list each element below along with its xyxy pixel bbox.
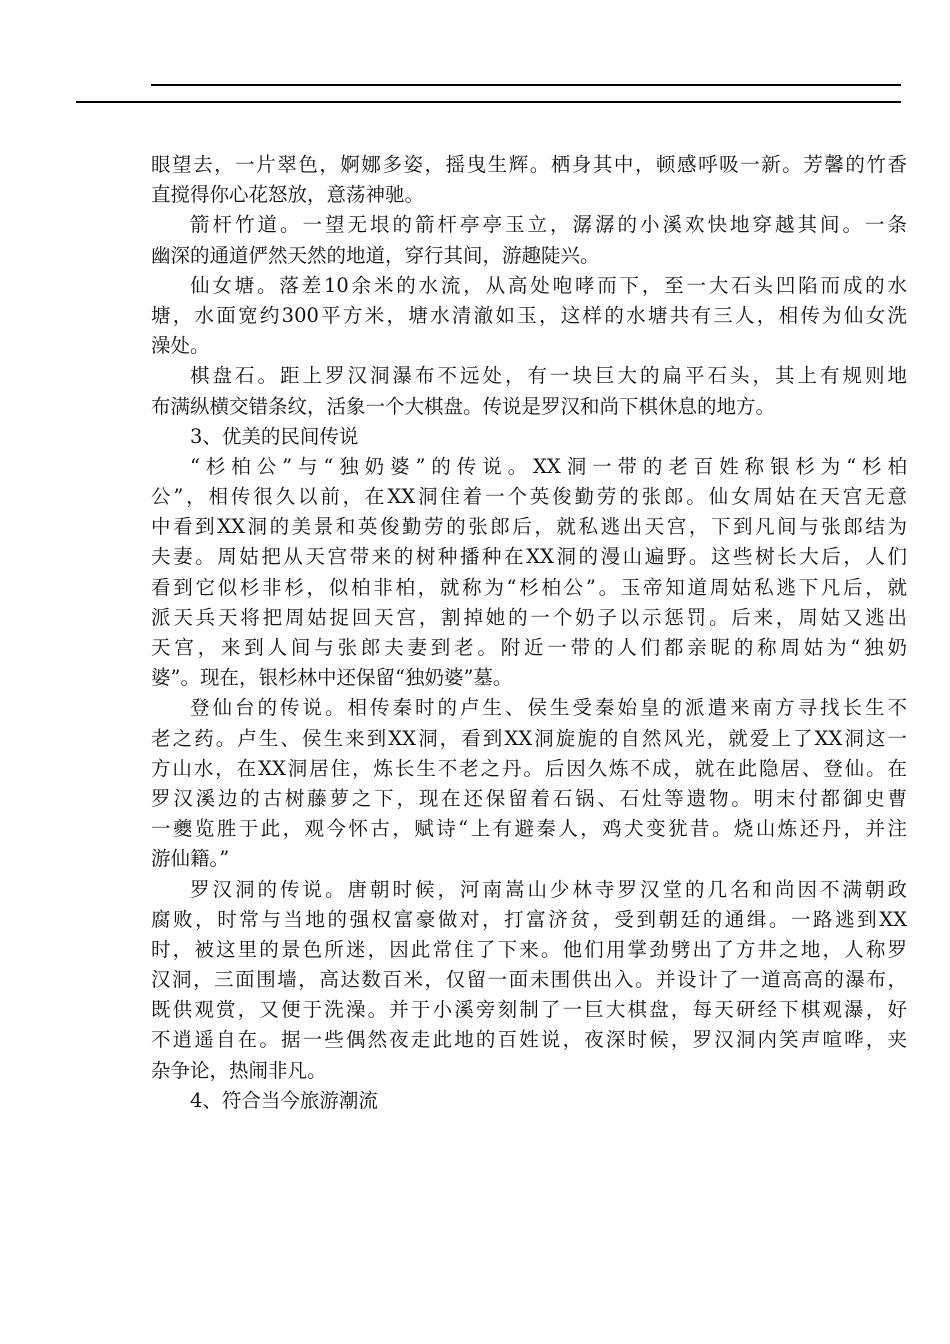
text-line: 登仙台的传说。相传秦时的卢生、侯生受秦始皇的派遣来南方寻找长生不 [190, 696, 907, 720]
text-line: 公”，相传很久以前，在XX洞住着一个英俊勤劳的张郎。仙女周姑在天宫无意 [151, 485, 907, 509]
text-line: “杉柏公”与“独奶婆”的传说。XX洞一带的老百姓称银杉为“杉柏 [190, 454, 907, 478]
text-line: 眼望去，一片翠色，婀娜多姿，摇曳生辉。栖身其中，顿感呼吸一新。芳馨的竹香 [151, 153, 907, 176]
header-rule-bottom [76, 101, 901, 103]
text-line: 不逍遥自在。据一些偶然夜走此地的百姓说，夜深时候，罗汉洞内笑声喧哗，夹 [151, 1028, 907, 1052]
text-line: 婆”。现在，银杉林中还保留“独奶婆”墓。 [151, 666, 513, 690]
text-line: 游仙籍。” [151, 847, 230, 871]
text-line: 4、符合当今旅游潮流 [190, 1088, 378, 1112]
text-line: 罗汉洞的传说。唐朝时候，河南嵩山少林寺罗汉堂的几名和尚因不满朝政 [190, 877, 907, 901]
text-line: 3、优美的民间传说 [190, 424, 359, 448]
text-line: 仙女塘。落差10余米的水流，从高处咆哮而下，至一大石头凹陷而成的水 [190, 273, 907, 297]
text-line: 澡处。 [151, 334, 210, 358]
text-line: 方山水，在XX洞居住，炼长生不老之丹。后因久炼不成，就在此隐居、登仙。在 [151, 756, 907, 780]
header-rule-top [151, 84, 901, 86]
document-body [151, 150, 907, 1116]
text-line: 直搅得你心花怒放，意荡神驰。 [151, 183, 425, 207]
text-line: 汉洞，三面围墙，高达数百米，仅留一面未围供出入。并设计了一道高高的瀑布， [151, 968, 907, 992]
text-line: 既供观赏，又便于洗澡。并于小溪旁刻制了一巨大棋盘，每天研经下棋观瀑，好 [151, 998, 907, 1022]
text-line: 幽深的通道俨然天然的地道，穿行其间，游趣陡兴。 [151, 243, 600, 267]
text-line: 箭杆竹道。一望无垠的箭杆亭亭玉立，潺潺的小溪欢快地穿越其间。一条 [190, 213, 907, 237]
text-line: 塘，水面宽约300平方米，塘水清澈如玉，这样的水塘共有三人，相传为仙女洗 [151, 303, 907, 327]
text-line: 杂争论，热闹非凡。 [151, 1058, 327, 1082]
text-line: 时，被这里的景色所迷，因此常住了下来。他们用掌劲劈出了方井之地，人称罗 [151, 937, 907, 961]
text-line: 中看到XX洞的美景和英俊勤劳的张郎后，就私逃出天宫，下到凡间与张郎结为 [151, 515, 907, 539]
text-line: 夫妻。周姑把从天宫带来的树种播种在XX洞的漫山遍野。这些树长大后，人们 [151, 545, 907, 569]
text-line: 棋盘石。距上罗汉洞瀑布不远处，有一块巨大的扁平石头，其上有规则地 [190, 364, 907, 388]
text-line: 老之药。卢生、侯生来到XX洞，看到XX洞旋旎的自然风光，就爱上了XX洞这一 [151, 726, 907, 750]
text-line: 布满纵横交错条纹，活象一个大棋盘。传说是罗汉和尚下棋休息的地方。 [151, 394, 776, 418]
text-line: 腐败，时常与当地的强权富豪做对，打富济贫，受到朝廷的通缉。一路逃到XX [151, 907, 907, 931]
text-line: 罗汉溪边的古树藤萝之下，现在还保留着石锅、石灶等遗物。明末付都御史曹 [151, 786, 907, 810]
text-line: 一夔览胜于此，观今怀古，赋诗“上有避秦人，鸡犬变犹昔。烧山炼还丹，并注 [151, 817, 907, 841]
text-line: 派天兵天将把周姑捉回天宫，割掉她的一个奶子以示惩罚。后来，周姑又逃出 [151, 605, 907, 629]
text-line: 天宫，来到人间与张郎夫妻到老。附近一带的人们都亲昵的称周姑为“独奶 [151, 636, 907, 659]
text-line: 看到它似杉非杉，似柏非柏，就称为“杉柏公”。玉帝知道周姑私逃下凡后，就 [151, 575, 907, 599]
